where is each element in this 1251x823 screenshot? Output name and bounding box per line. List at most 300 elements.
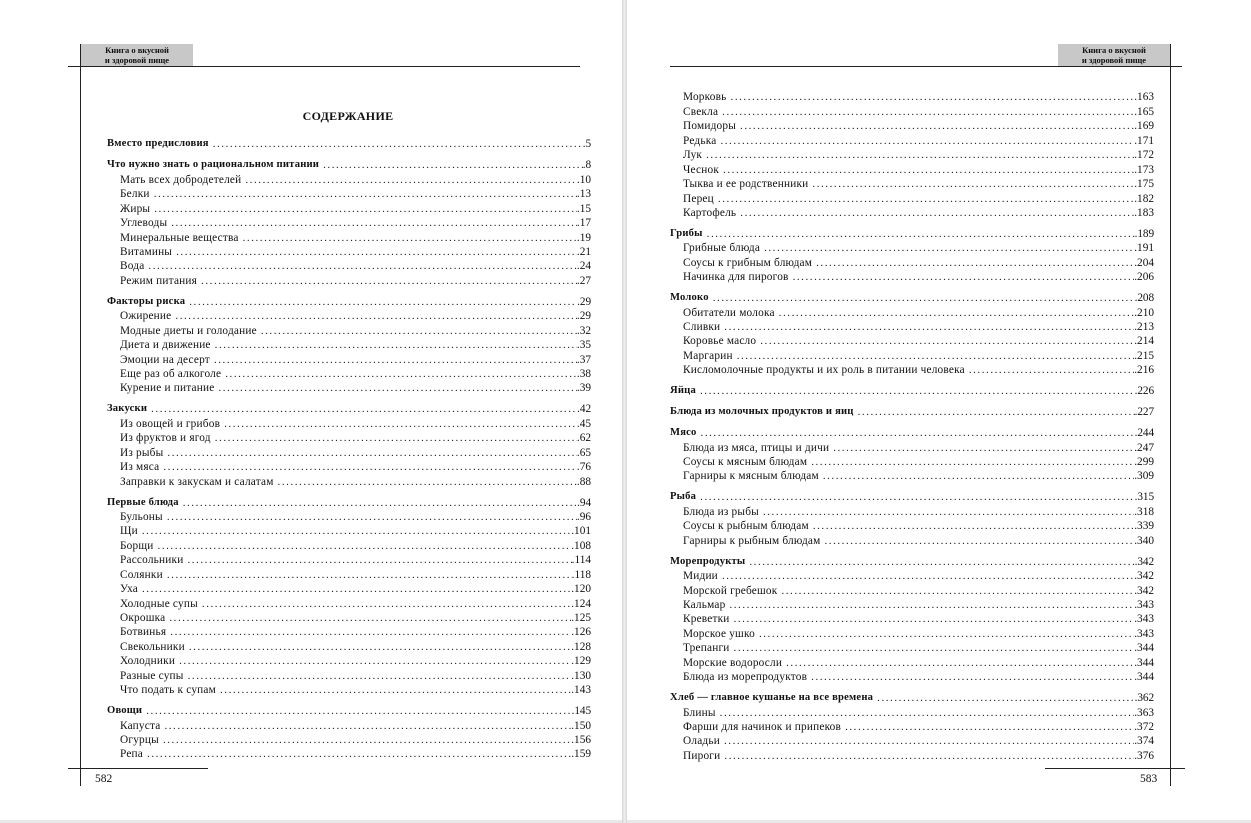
toc-item-title: Морепродукты — [670, 555, 746, 567]
toc-item-page: .45 — [576, 417, 591, 430]
dot-leader — [163, 460, 577, 474]
toc-item-title: Лук — [683, 149, 703, 162]
toc-item-page: .5 — [582, 138, 591, 151]
toc-item-page: .88 — [576, 475, 591, 488]
toc-item — [107, 553, 591, 567]
toc-item-title: Вместо предисловия — [107, 138, 209, 150]
running-header-line1: Книга о вкусной — [1082, 45, 1146, 55]
dot-leader — [189, 640, 571, 654]
dot-leader — [811, 670, 1134, 684]
toc-item-title: Белки — [120, 188, 150, 201]
dot-leader — [278, 475, 577, 489]
dot-leader — [706, 148, 1134, 162]
toc-item-page: .342 — [1134, 584, 1154, 597]
toc-item-page: .215 — [1134, 349, 1154, 362]
dot-leader — [154, 187, 577, 201]
toc-item-title: Соусы к грибным блюдам — [683, 256, 813, 269]
dot-leader — [845, 720, 1134, 734]
toc-item-title: Минеральные вещества — [120, 231, 239, 244]
toc-item — [670, 162, 1154, 176]
dot-leader — [729, 598, 1134, 612]
dot-leader — [218, 381, 576, 395]
toc-item-title: Что нужно знать о рациональном питании — [107, 159, 320, 171]
toc-item-page: .210 — [1134, 306, 1154, 319]
toc-item-title: Начинка для пирогов — [683, 271, 789, 284]
toc-item-page: .172 — [1134, 149, 1154, 162]
dot-leader — [760, 334, 1134, 348]
dot-leader — [811, 455, 1134, 469]
toc-item-page: .65 — [576, 446, 591, 459]
toc-item-page: .150 — [571, 719, 591, 732]
toc-item-title: Ботвинья — [120, 626, 167, 639]
dot-leader — [824, 534, 1134, 548]
toc-item-page: .343 — [1134, 598, 1154, 611]
toc-item-page: .374 — [1134, 735, 1154, 748]
toc-item-page: .159 — [571, 748, 591, 761]
toc-item-title: Молоко — [670, 292, 709, 304]
toc-section — [670, 691, 1154, 705]
dot-leader — [243, 231, 577, 245]
toc-item-title: Модные диеты и голодание — [120, 324, 257, 337]
dot-leader — [163, 733, 571, 747]
toc-item-title: Пироги — [683, 749, 721, 762]
toc-section — [107, 402, 591, 416]
toc-item-page: .94 — [577, 496, 591, 509]
toc-item — [670, 270, 1154, 284]
dot-leader — [245, 173, 577, 187]
toc-item-page: .183 — [1134, 206, 1154, 219]
toc-item-title: Витамины — [120, 246, 173, 258]
dot-leader — [187, 553, 571, 567]
toc-item-page: .8 — [582, 159, 591, 172]
page-title: СОДЕРЖАНИЕ — [302, 109, 394, 123]
running-header-line2: и здоровой пище — [104, 55, 170, 65]
toc-item — [107, 524, 591, 538]
toc-section — [107, 294, 591, 308]
toc-item-title: Из мяса — [120, 461, 160, 474]
toc-section — [670, 384, 1154, 398]
dot-leader — [812, 177, 1134, 191]
toc-item — [107, 611, 591, 625]
running-header-right — [1058, 44, 1170, 66]
header-rule — [68, 66, 580, 67]
toc-item — [670, 569, 1154, 583]
dot-leader — [189, 295, 577, 309]
dot-leader — [146, 704, 571, 718]
toc-item-page: .24 — [576, 260, 591, 273]
toc-item-page: .372 — [1134, 720, 1154, 733]
toc-item — [107, 201, 591, 215]
dot-leader — [781, 584, 1134, 598]
dot-leader — [707, 227, 1135, 241]
dot-leader — [323, 158, 583, 172]
toc-item-title: Соусы к рыбным блюдам — [683, 520, 809, 533]
dot-leader — [147, 747, 571, 761]
toc-item-title: Из фруктов и ягод — [120, 432, 211, 445]
toc-item — [670, 626, 1154, 640]
toc-section — [107, 495, 591, 509]
toc-item-page: .10 — [576, 173, 591, 186]
toc-item-page: .124 — [571, 597, 591, 610]
dot-leader — [151, 402, 577, 416]
toc-item — [670, 734, 1154, 748]
toc-item — [670, 641, 1154, 655]
toc-item-page: .27 — [576, 274, 591, 287]
dot-leader — [261, 324, 577, 338]
dot-leader — [779, 306, 1135, 320]
toc-item-page: .120 — [571, 583, 591, 596]
toc-item — [107, 216, 591, 230]
dot-leader — [167, 510, 577, 524]
dot-leader — [215, 431, 577, 445]
dot-leader — [148, 259, 576, 273]
dot-leader — [877, 691, 1134, 705]
dot-leader — [169, 611, 571, 625]
footer-rule — [68, 768, 208, 769]
toc-item-page: .213 — [1134, 321, 1154, 333]
toc-item-title: Борщи — [120, 539, 154, 552]
toc-item-title: Блюда из молочных продуктов и яиц — [670, 406, 854, 418]
page-number: 582 — [95, 773, 113, 785]
dot-leader — [823, 469, 1134, 483]
dot-leader — [202, 597, 571, 611]
dot-leader — [164, 719, 571, 733]
toc-item — [670, 305, 1154, 319]
toc-item — [107, 273, 591, 287]
toc-item-page: .62 — [576, 432, 591, 445]
running-header-line2: и здоровой пище — [1081, 55, 1147, 65]
toc-item — [670, 670, 1154, 684]
toc-item — [107, 639, 591, 653]
dot-leader — [731, 90, 1135, 104]
toc-item-page: .163 — [1134, 91, 1154, 104]
toc-item-page: .114 — [571, 554, 591, 567]
dot-leader — [167, 446, 576, 460]
toc-item — [670, 363, 1154, 377]
toc-item-title: Холодные супы — [120, 597, 198, 610]
toc-list — [107, 137, 591, 761]
toc-item-title: Гарниры к мясным блюдам — [683, 470, 819, 483]
dot-leader — [858, 405, 1135, 419]
toc-item — [670, 655, 1154, 669]
right-page — [627, 0, 1251, 820]
toc-item — [107, 431, 591, 445]
toc-item-title: Щи — [120, 525, 138, 538]
toc-item-title: Курение и питание — [120, 382, 215, 395]
dot-leader — [816, 256, 1134, 270]
toc-item — [670, 133, 1154, 147]
toc-item-title: Капуста — [120, 719, 161, 732]
toc-item-title: Помидоры — [683, 120, 737, 133]
toc-item-title: Соусы к мясным блюдам — [683, 456, 808, 468]
toc-section — [670, 291, 1154, 305]
dot-leader — [722, 569, 1134, 583]
toc-item — [107, 596, 591, 610]
margin-rule — [80, 44, 81, 786]
toc-item — [107, 567, 591, 581]
toc-item-page: .145 — [571, 705, 591, 718]
left-page — [0, 0, 622, 820]
toc-item-page: .13 — [576, 188, 591, 201]
dot-leader — [183, 496, 577, 510]
toc-item-page: .128 — [571, 640, 591, 653]
toc-item — [670, 206, 1154, 220]
toc-item-title: Еще раз об алкоголе — [120, 368, 222, 380]
toc-item-page: .244 — [1134, 427, 1154, 440]
toc-item-title: Блюда из рыбы — [683, 505, 759, 518]
toc-item — [107, 381, 591, 395]
dot-leader — [158, 539, 572, 553]
toc-item — [107, 718, 591, 732]
dot-leader — [749, 555, 1134, 569]
toc-item — [107, 474, 591, 488]
toc-section — [670, 490, 1154, 504]
toc-item — [107, 445, 591, 459]
toc-item-title: Маргарин — [683, 349, 733, 362]
toc-section — [670, 554, 1154, 568]
toc-item-page: .173 — [1134, 163, 1154, 176]
toc-item-page: .21 — [576, 246, 591, 258]
dot-leader — [720, 134, 1134, 148]
dot-leader — [175, 309, 576, 323]
toc-item — [107, 654, 591, 668]
toc-section — [670, 426, 1154, 440]
toc-item — [107, 668, 591, 682]
toc-item — [107, 683, 591, 697]
toc-item-page: .143 — [571, 684, 591, 697]
toc-item — [107, 172, 591, 186]
toc-item-title: Бульоны — [120, 510, 163, 523]
toc-item-page: .226 — [1134, 385, 1154, 398]
toc-item-title: Эмоции на десерт — [120, 353, 210, 366]
toc-list — [670, 90, 1154, 763]
toc-item-title: Свекольники — [120, 640, 185, 653]
toc-item-title: Углеводы — [120, 217, 168, 230]
dot-leader — [700, 490, 1134, 504]
toc-item-title: Кисломолочные продукты и их роль в питании человека — [683, 364, 965, 377]
toc-item-page: .96 — [576, 510, 591, 523]
dot-leader — [833, 441, 1134, 455]
toc-item-title: Вода — [120, 260, 145, 273]
toc-item — [670, 255, 1154, 269]
toc-item — [670, 705, 1154, 719]
toc-item-page: .19 — [576, 231, 591, 244]
toc-item-page: .29 — [577, 295, 591, 308]
toc-section — [670, 405, 1154, 419]
toc-item-page: .344 — [1134, 642, 1154, 655]
toc-item-title: Ожирение — [120, 310, 172, 323]
dot-leader — [201, 274, 577, 288]
dot-leader — [740, 119, 1134, 133]
toc-item — [670, 348, 1154, 362]
toc-item-title: Тыква и ее родственники — [683, 178, 809, 191]
dot-leader — [763, 505, 1134, 519]
toc-item — [670, 598, 1154, 612]
toc-item-page: .343 — [1134, 627, 1154, 640]
toc-item-page: .191 — [1134, 242, 1154, 255]
margin-rule — [1170, 44, 1171, 786]
toc-item-page: .76 — [576, 461, 591, 474]
toc-item-title: Репа — [120, 748, 144, 761]
toc-item-title: Первые блюда — [107, 496, 179, 508]
dot-leader — [723, 163, 1134, 177]
dot-leader — [176, 245, 577, 259]
toc-item — [670, 455, 1154, 469]
toc-item-page: .32 — [576, 324, 591, 337]
dot-leader — [813, 519, 1134, 533]
dot-leader — [793, 270, 1135, 284]
toc-item-page: .363 — [1134, 706, 1154, 719]
toc-item-page: .42 — [577, 403, 591, 416]
toc-item-title: Морские водоросли — [683, 656, 783, 669]
toc-item-page: .156 — [571, 734, 591, 746]
toc-item — [107, 259, 591, 273]
toc-item — [670, 320, 1154, 334]
toc-item-page: .129 — [571, 655, 591, 668]
toc-item-title: Рассольники — [120, 554, 184, 567]
toc-item-title: Режим питания — [120, 274, 198, 287]
dot-leader — [734, 641, 1135, 655]
toc-item — [670, 191, 1154, 205]
toc-item-page: .299 — [1134, 456, 1154, 468]
toc-item-title: Перец — [683, 192, 714, 205]
toc-item-page: .342 — [1134, 555, 1154, 568]
toc-item-title: Диета и движение — [120, 339, 211, 352]
dot-leader — [220, 683, 571, 697]
toc-item — [670, 104, 1154, 118]
header-rule — [670, 66, 1182, 67]
running-header-left — [81, 44, 193, 66]
toc-item-page: .175 — [1134, 178, 1154, 191]
dot-leader — [154, 202, 577, 216]
toc-item-title: Морской гребешок — [683, 584, 778, 597]
toc-item-page: .171 — [1134, 134, 1154, 147]
toc-item-title: Свекла — [683, 105, 719, 118]
dot-leader — [170, 625, 571, 639]
toc-item-title: Яйца — [670, 385, 696, 397]
toc-item-title: Что подать к супам — [120, 684, 216, 697]
toc-item-page: .340 — [1134, 534, 1154, 547]
toc-item-page: .339 — [1134, 520, 1154, 533]
toc-item-page: .376 — [1134, 749, 1154, 762]
toc-item-page: .17 — [576, 217, 591, 230]
toc-item — [107, 323, 591, 337]
toc-item-page: .130 — [571, 669, 591, 682]
toc-item-page: .39 — [576, 382, 591, 395]
toc-item-title: Кальмар — [683, 598, 726, 611]
dot-leader — [167, 568, 572, 582]
toc-item-title: Хлеб — главное кушанье на все времена — [670, 692, 874, 704]
toc-item-title: Факторы риска — [107, 295, 186, 307]
toc-item — [107, 416, 591, 430]
toc-item-title: Мать всех добродетелей — [120, 173, 242, 186]
toc-item-page: .214 — [1134, 335, 1154, 348]
toc-item — [107, 338, 591, 352]
toc-item-title: Заправки к закускам и салатам — [120, 475, 274, 488]
footer-rule — [1045, 768, 1185, 769]
toc-item-title: Разные супы — [120, 669, 184, 682]
dot-leader — [213, 137, 583, 151]
toc-item-page: .247 — [1134, 441, 1154, 454]
dot-leader — [225, 367, 577, 381]
toc-item — [107, 625, 591, 639]
toc-item-title: Морское ушко — [683, 627, 755, 640]
toc-item-page: .15 — [576, 202, 591, 215]
dot-leader — [722, 105, 1134, 119]
toc-item-title: Трепанги — [683, 642, 730, 655]
toc-item — [107, 582, 591, 596]
toc-item-title: Редька — [683, 134, 717, 147]
toc-item-title: Коровье масло — [683, 335, 757, 348]
toc-item-title: Блины — [683, 706, 716, 719]
toc-item-title: Огурцы — [120, 734, 159, 746]
toc-item-page: .37 — [576, 353, 591, 366]
toc-item — [670, 334, 1154, 348]
toc-item — [670, 119, 1154, 133]
toc-item — [670, 469, 1154, 483]
dot-leader — [759, 627, 1134, 641]
dot-leader — [142, 524, 571, 538]
toc-item — [670, 241, 1154, 255]
toc-item-page: .315 — [1134, 491, 1154, 504]
toc-item-page: .29 — [576, 310, 591, 323]
dot-leader — [737, 349, 1135, 363]
toc-item-page: .208 — [1134, 292, 1154, 305]
toc-item — [670, 533, 1154, 547]
dot-leader — [786, 656, 1134, 670]
page-number: 583 — [1140, 773, 1158, 785]
toc-item-page: .126 — [571, 626, 591, 639]
toc-item-title: Из овощей и грибов — [120, 417, 221, 430]
toc-item — [107, 187, 591, 201]
toc-item-page: .35 — [576, 339, 591, 352]
toc-item-title: Уха — [120, 583, 138, 596]
toc-item — [107, 733, 591, 747]
toc-item-page: .342 — [1134, 570, 1154, 583]
dot-leader — [713, 291, 1135, 305]
toc-item-page: .362 — [1134, 692, 1154, 705]
toc-item-page: .309 — [1134, 470, 1154, 483]
toc-item — [670, 90, 1154, 104]
toc-item-page: .182 — [1134, 192, 1154, 205]
dot-leader — [700, 384, 1135, 398]
toc-item-title: Мидии — [683, 570, 718, 583]
toc-item-page: .318 — [1134, 505, 1154, 518]
dot-leader — [724, 749, 1134, 763]
toc-section — [107, 137, 591, 151]
toc-item-title: Рыба — [670, 491, 697, 503]
toc-item — [107, 230, 591, 244]
dot-leader — [701, 426, 1135, 440]
toc-item-page: .204 — [1134, 256, 1154, 269]
toc-item-title: Фарши для начинок и припеков — [683, 720, 842, 733]
toc-item-title: Чеснок — [683, 163, 720, 176]
toc-item-title: Солянки — [120, 568, 163, 581]
toc-item — [670, 177, 1154, 191]
toc-item-page: .344 — [1134, 656, 1154, 669]
toc-item — [107, 460, 591, 474]
dot-leader — [188, 669, 572, 683]
toc-item-title: Грибы — [670, 227, 703, 239]
toc-item — [107, 245, 591, 259]
toc-item-title: Морковь — [683, 91, 727, 104]
dot-leader — [215, 338, 577, 352]
dot-leader — [224, 417, 577, 431]
toc-item — [107, 510, 591, 524]
toc-item — [670, 612, 1154, 626]
dot-leader — [764, 241, 1134, 255]
toc-item — [107, 538, 591, 552]
